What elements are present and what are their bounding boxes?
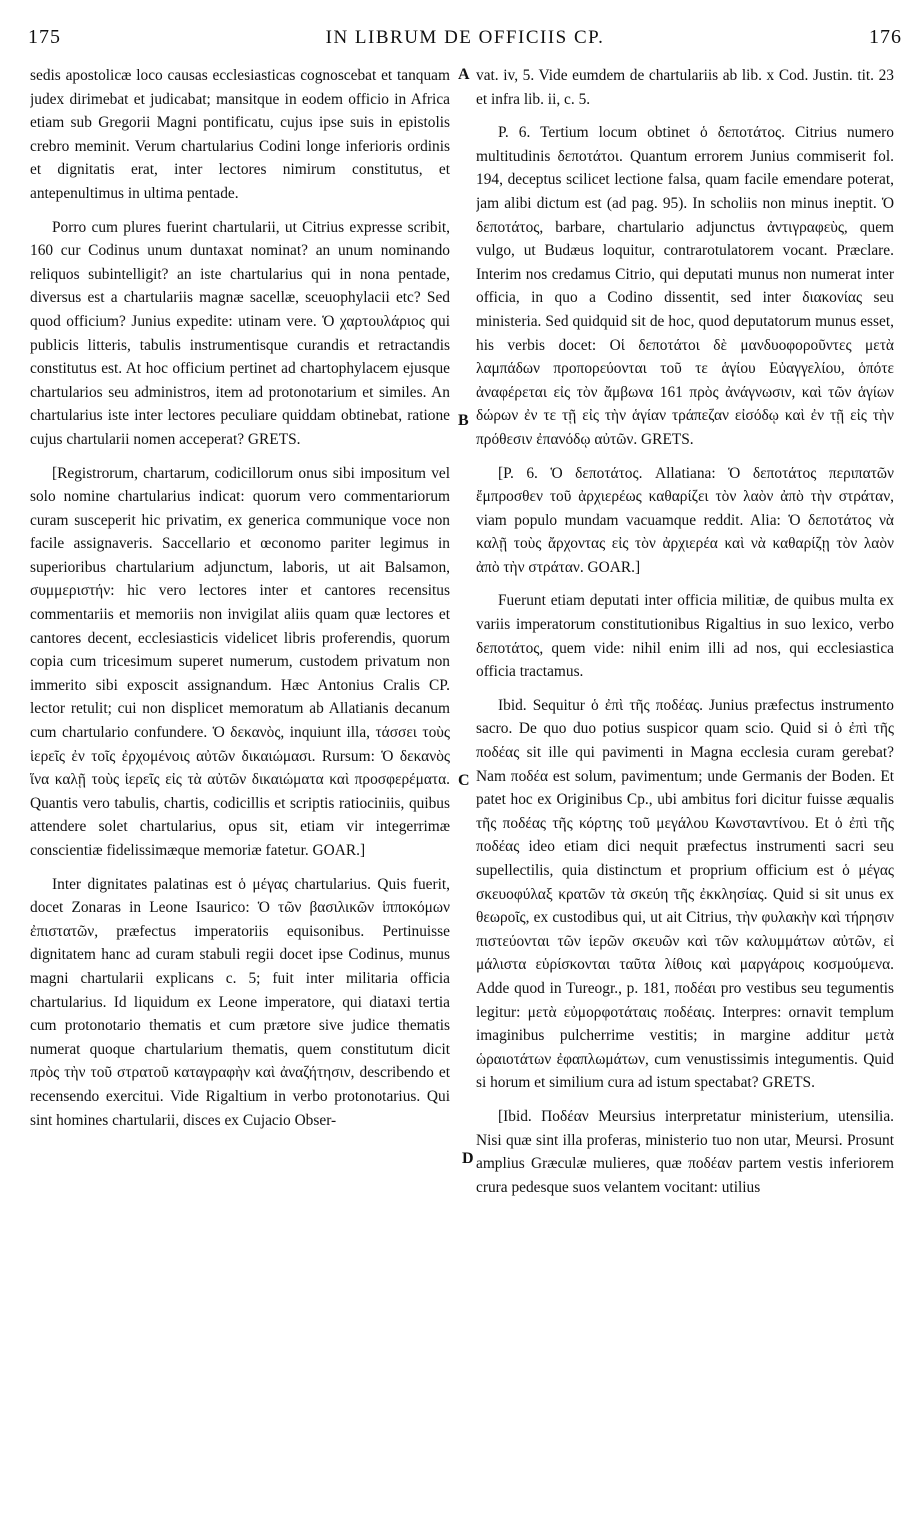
left-paragraph-2: Porro cum plures fuerint chartularii, ut Citrius expresse scribit, 160 cur Codinus unum duntaxat nominat? an unum nominando reliquos subintelligit? an iste chartularius qui in nona pentade, diversus est a chartulariis magnæ sacellæ, sceuophylacii etc? Sed quod officium? Junius expedite: utinam vere. Ὁ χαρτουλάριος qui publicis litteris, tabulis instrumentisque curandis et retractandis constitutus est. At hoc officium pertinet ad chartophylacem ejusque chartularios seu administros, item ad protonotarium et similes. An chartularius iste inter lectores peculiare quiddam obtinebat, ratione cujus chartularii nomen acceperat? GRETS. [30, 218, 450, 448]
right-paragraph-2: P. 6. Tertium locum obtinet ὁ δεποτάτος. Citrius numero multitudinis δεποτάτοι. Quantum errorem Junius commiserit fol. 194, deceptus scilicet lectione falsa, quam facile emendare poterat, jam alibi dictum est (ad pag. 95). In scholiis non minus ineptit. Ὁ δεποτάτος, barbare, chartulario adjunctus ἀντιγραφεὺς, quem vulgo, ut Budæus loquitur, contrarotulatorem vocant. Præclare. Interim nos credamus Citrio, qui deputati munus non numerat inter officia, in quo a Codino dissentit, sed inter διακονίας seu ministeria. Sed quidquid sit de hoc, quod deputatorum munus esset, his verbis docet: Οἱ δεποτάτοι δὲ μανδυοφοροῦντες μετὰ λαμπάδων προπορεύονται τοῦ τε ἁγίου Εὐαγγελίου, ὁπότε ἀναφέρεται εἰς τὸν ἄμβωνα 161 πρὸς ἀνάγνωσιν, καὶ τῶν ἁγίων δώρων ἐν τε τῇ εἰς τὴν ἁγίαν τράπεζαν εἰσόδῳ καὶ ἐν τῇ εἰς τὴν πρόθεσιν ἐπανόδῳ αὐτῶν. GRETS. [476, 124, 894, 448]
margin-letter-c: C [458, 772, 470, 789]
left-page-number: 175 [28, 26, 61, 48]
margin-letter-d: D [462, 1150, 474, 1167]
right-column [476, 64, 894, 1534]
left-column [30, 64, 450, 1534]
right-paragraph-6: [Ibid. Ποδέαν Meursius interpretatur ministerium, utensilia. Nisi quæ sint illa proferas, ministerio tuo non utar, Meursi. Prosunt amplius Græculæ mulieres, quæ ποδέαν partem vestis inferiorem crura pedesque suos velantem vocitant: utilius [476, 1107, 894, 1196]
running-header [28, 26, 902, 56]
left-paragraph-1: sedis apostolicæ loco causas ecclesiasticas cognoscebat et tanquam judex dirimebat et judicabat; mansitque in eodem officio in Africa etiam sub Gregorii Magni pontificatu, cujus ipse suis in epistolis crebro meminit. Verum chartularius Codini longe inferioris ordinis et dignitatis erat, inter lectores nimirum constitutus, et antepenultimus in ultima pentade. [30, 67, 450, 202]
right-paragraph-5: Ibid. Sequitur ὁ ἐπὶ τῆς ποδέας. Junius præfectus instrumento sacro. De quo duo potius suspicor quam scio. Quid si ὁ ἐπὶ τῆς ποδέας sit ille qui pavimenti in Magna ecclesia curam gerebat? Nam ποδέα est solum, pavimentum; unde Germanis der Boden. Et patet hoc ex Originibus Cp., ubi ambitus fori dicitur fuisse æqualis τῆς ποδέας τῆς κόρτης τοῦ μεγάλου Κωνσταντίνου. Et ὁ ἐπὶ τῆς ποδέας ideo etiam dici nequit præfectus instrumenti sacri seu supellectilis, quia distinctum et proprium officium est ὁ μέγας σκευοφύλαξ κρατῶν τὰ σκεύη τῆς ἐκκλησίας. Quid si sit unus ex θεωροῖς, ex custodibus qui, ut ait Citrius, τὴν φυλακὴν καὶ τήρησιν πιστεύονται τῶν ἱερῶν σκευῶν καὶ τῶν καλυμμάτων αὐτῶν, εἰ μάλιστα εὑρίσκονται ταῦτα λίθοις καὶ μαργάροις κοσμούμενα. Adde quod in Tureogr., p. 181, ποδέαι pro vestibus seu tegumentis legitur: μετὰ εὐμορφοτάταις ποδέαις. Interpres: ornavit templum imaginibus pulcherrime vestitis; in margine additur μετὰ ὡραιοτάτων ἐφαπλωμάτων, cum venustissimis integumentis. Quid si horum et similium cura ad istum spectabat? GRETS. [476, 696, 894, 1092]
margin-letter-a: A [458, 66, 470, 83]
right-page-number: 176 [868, 26, 902, 48]
margin-letter-b: B [458, 412, 469, 429]
right-paragraph-3: [P. 6. Ὁ δεποτάτος. Allatiana: Ὁ δεποτάτος περιπατῶν ἔμπροσθεν τοῦ ἀρχιερέως καθαρίζει τὸν λαὸν ἀπὸ τὴν στράταν, viam populo mundam vacuamque reddit. Alia: Ὁ δεποτάτος νὰ καλῇ τοὺς ἄρχοντας εἰς τὸν ἀρχιερέα καὶ νὰ καθαρίζῃ τὸν λαὸν ἀπὸ τὴν στράταν. GOAR.] [476, 464, 894, 576]
left-paragraph-4: Inter dignitates palatinas est ὁ μέγας chartularius. Quis fuerit, docet Zonaras in Leone Isaurico: Ὁ τῶν βασιλικῶν ἱπποκόμων ἐπιστατῶν, præfectus imperatoriis equisonibus. Pertinuisse dignitatem hanc ad curam stabuli regii docet ipse Codinus, munus magni chartularii explicans c. 5; fuit inter militaria officia chartularius. Id liquidum ex Leone imperatore, qui diataxi tertia cum protonotario thematis et cum prætore sive judice thematis numerat quoque chartularium thematis, quem constitutum dicit πρὸς τὴν τοῦ στρατοῦ καταγραφὴν καὶ ἀναζήτησιν, describendo et recensendo exercitui. Vide Rigaltium in verbo protonotarius. Qui sint homines chartularii, disces ex Cujacio Obser- [30, 875, 450, 1129]
right-paragraph-4: Fuerunt etiam deputati inter officia militiæ, de quibus multa ex variis imperatorum constitutionibus Rigaltius in suo lexico, verbo δεποτάτος, quem vide: nihil enim illi ad nos, qui ecclesiastica officia tractamus. [476, 592, 894, 681]
left-paragraph-3: [Registrorum, chartarum, codicillorum onus sibi impositum vel solo nomine chartularius indicat: quorum vero commentariorum curam susceperit hic privatim, ex generica communique voce non facile assignaveris. Saccellario et œconomo pariter legimus in superioribus chartularium adjunctum, laboris, ut ait Balsamon, συμμεριστήν: hic vero lectores inter et cantores recensitus commentariis et memoriis non invigilat aliis quam quæ lectores et cantores decent, ecclesiasticis videlicet libris proferendis, quorum copia cum tricesimum superet numerum, custodem privatum non immerito sibi exposcit assignandum. Hæc Antonius Cralis CP. lector retulit; cui non displicet memoratum ab Allatianis decanum cum chartulario confundere. Ὁ δεκανὸς, inquiunt illa, τάσσει τοὺς ἱερεῖς ἐν τοῖς ἐρχομένοις αὐτῶν δικαιώμασι. Rursum: Ὁ δεκανὸς ἵνα καλῇ τοὺς ἱερεῖς εἰς τὰ αὐτῶν δικαιώματα καὶ προσφερέματα. Quantis vero tabulis, chartis, codicillis et scriptis ratiociniis, quibus attendere solet chartularius, opus sit, etiam vir integerrimæ conscientiæ fidelissimæque memoriæ fatetur. GOAR.] [30, 464, 450, 859]
running-title: IN LIBRUM DE OFFICIIS CP. [325, 27, 605, 48]
right-paragraph-1: vat. iv, 5. Vide eumdem de chartulariis ab lib. x Cod. Justin. tit. 23 et infra lib. ii, c. 5. [476, 67, 894, 108]
